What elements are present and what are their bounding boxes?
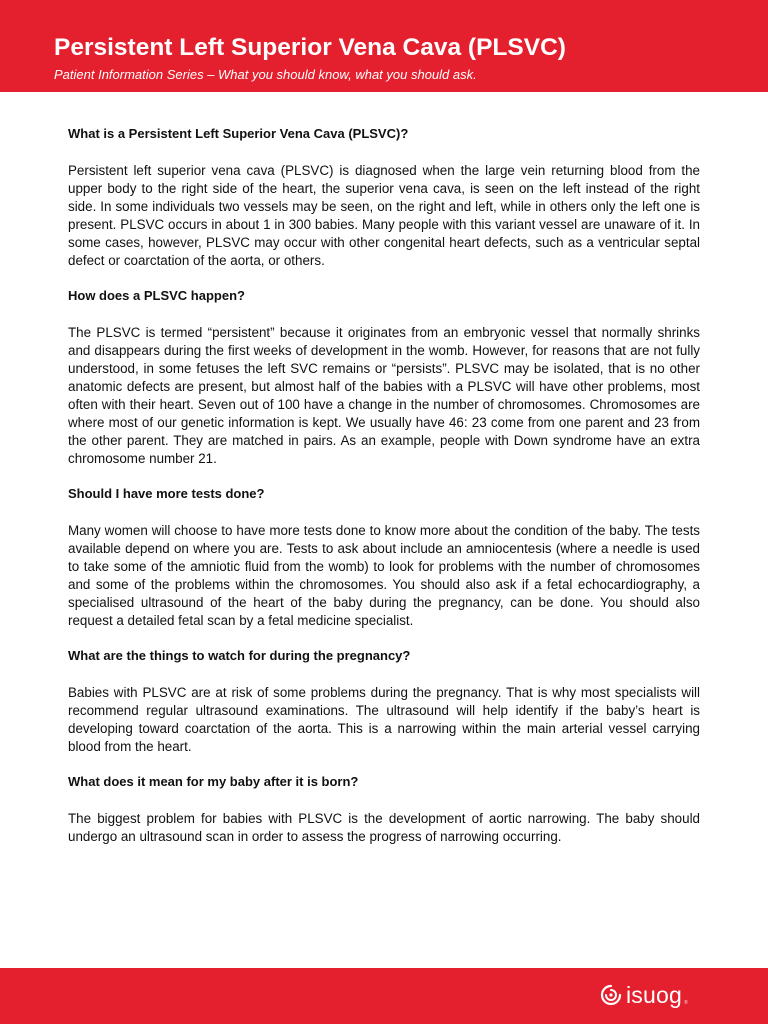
section-heading: Should I have more tests done?: [68, 486, 265, 501]
page-title: Persistent Left Superior Vena Cava (PLSVC): [54, 34, 566, 61]
section-heading: What is a Persistent Left Superior Vena Cava (PLSVC)?: [68, 126, 409, 141]
page-subtitle: Patient Information Series – What you should know, what you should ask.: [54, 67, 477, 82]
trademark-mark: ®: [683, 1000, 688, 1006]
section-paragraph: Babies with PLSVC are at risk of some problems during the pregnancy. That is why most specialists will recommend regular ultrasound examinations. The ultrasound will help identify if the baby’s heart is developing toward coarctation of the aorta. This is a narrowing within the main arterial vessel carrying blood from the heart.: [68, 685, 700, 754]
section-paragraph: The PLSVC is termed “persistent” because it originates from an embryonic vessel that normally shrinks and disappears during the first weeks of development in the womb. However, for reasons that are not fully understood, in some fetuses the left SVC remains or “persists”. PLSVC may be isolated, that is no other anatomic defects are present, but almost half of the babies with a PLSVC will have other problems, most often with their heart. Seven out of 100 have a change in the number of chromosomes. Chromosomes are where most of our genetic information is kept. We usually have 46: 23 come from one parent and 23 from the other parent. They are matched in pairs. As an example, people with Down syndrome have an extra chromosome number 21.: [68, 325, 700, 466]
logo-text: isuog: [626, 981, 682, 1008]
header-banner: [0, 0, 768, 92]
section-heading: What does it mean for my baby after it is born?: [68, 774, 359, 789]
footer-banner: [0, 968, 768, 1024]
document-body: [68, 125, 700, 863]
section-paragraph: Persistent left superior vena cava (PLSVC) is diagnosed when the large vein returning blood from the upper body to the right side of the heart, the superior vena cava, is seen on the left instead of the right side. In some individuals two vessels may be seen, on the right and left, while in others only the left one is present. PLSVC occurs in about 1 in 300 babies. Many people with this variant vessel are unaware of it. In some cases, however, PLSVC may occur with other congenital heart defects, such as a ventricular septal defect or coarctation of the aorta, or others.: [68, 163, 700, 268]
section-paragraph: Many women will choose to have more tests done to know more about the condition of the baby. The tests available depend on where you are. Tests to ask about include an amniocentesis (where a needle is used to take some of the amniotic fluid from the womb) to look for problems with the number of chromosomes and some of the problems within the chromosomes. You should also ask if a fetal echocardiography, a specialised ultrasound of the heart of the baby during the pregnancy, can be done. You should also request a detailed fetal scan by a fetal medicine specialist.: [68, 523, 700, 628]
section-heading: How does a PLSVC happen?: [68, 288, 245, 303]
isuog-logo: [599, 978, 688, 1012]
section-paragraph: The biggest problem for babies with PLSVC is the development of aortic narrowing. The baby should undergo an ultrasound scan in order to assess the progress of narrowing occurring.: [68, 811, 700, 844]
section-heading: What are the things to watch for during the pregnancy?: [68, 648, 411, 663]
isuog-swirl-icon: [599, 983, 623, 1007]
